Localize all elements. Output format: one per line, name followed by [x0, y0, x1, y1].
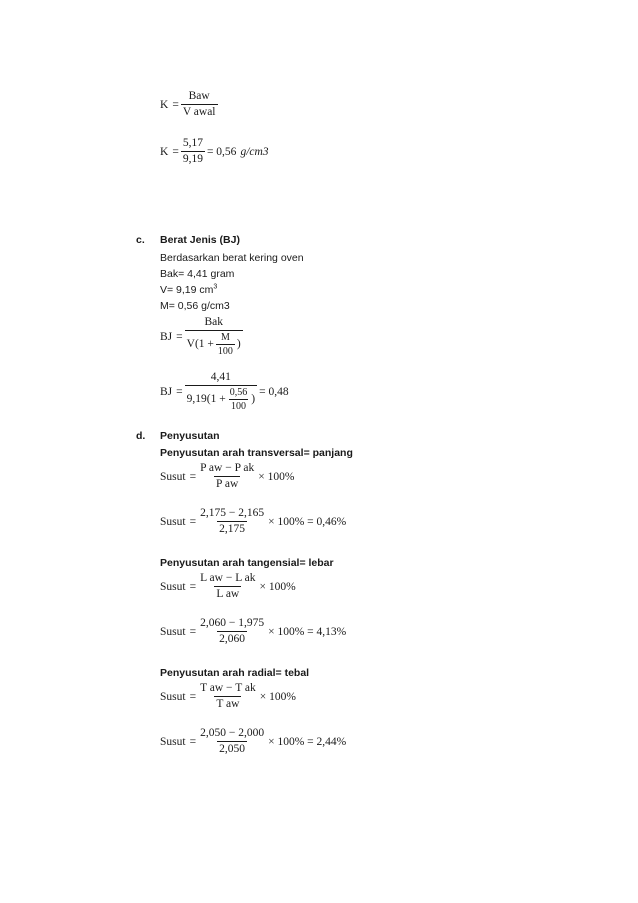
susut-eq: =: [189, 470, 197, 483]
bj-inner-denominator: 100: [217, 346, 233, 357]
susut-calc-lhs: Susut: [160, 625, 186, 638]
bj-numerator: Bak: [204, 316, 223, 328]
susut-eq: =: [189, 580, 197, 593]
k-eq: =: [172, 98, 179, 111]
susut-calc-tail: × 100% = 4,13%: [268, 625, 347, 638]
bj-calc-lhs: BJ: [160, 385, 173, 398]
bj-calc-eq: =: [176, 385, 183, 398]
susut-denominator: P aw: [216, 478, 239, 490]
bj-calc-inner-fraction: [228, 387, 250, 412]
bj-inner-fraction: [216, 332, 235, 357]
bj-m-line: M= 0,56 g/cm3: [160, 300, 230, 312]
bj-calculation: [160, 371, 289, 412]
susut-calc-eq: =: [189, 625, 197, 638]
susut-formula-tangensial: [160, 572, 296, 601]
susut-numerator: T aw − T ak: [200, 682, 256, 694]
bj-v-text: V= 9,19 cm: [160, 284, 214, 296]
bj-denominator: [185, 330, 243, 357]
bj-basis: Berdasarkan berat kering oven: [160, 252, 304, 264]
susut-heading-radial: Penyusutan arah radial= tebal: [160, 667, 310, 679]
susut-calc-tangensial: [160, 617, 346, 646]
k-numerator: Baw: [188, 90, 210, 102]
bj-den-pre: V(1 +: [186, 338, 214, 350]
susut-calc-numerator: 2,060 − 1,975: [200, 617, 265, 629]
susut-calc-lhs: Susut: [160, 735, 186, 748]
bj-calc-denominator: [185, 385, 257, 412]
bj-calc-result: = 0,48: [259, 385, 289, 398]
susut-heading-tangensial: Penyusutan arah tangensial= lebar: [160, 557, 334, 569]
k-calc-eq: =: [172, 145, 179, 158]
susut-calc-fraction: [198, 727, 266, 756]
bj-den-post: ): [236, 338, 241, 350]
susut-lhs: Susut: [160, 470, 186, 483]
bj-inner-numerator: M: [220, 332, 230, 343]
susut-tail: × 100%: [258, 470, 295, 483]
k-calc-fraction: [181, 137, 205, 166]
susut-lhs: Susut: [160, 690, 186, 703]
susut-calc-numerator: 2,050 − 2,000: [200, 727, 265, 739]
susut-tail: × 100%: [259, 580, 296, 593]
susut-calc-radial: [160, 727, 346, 756]
susut-eq: =: [189, 690, 197, 703]
bj-fraction: [185, 316, 243, 357]
section-d-marker: d.: [136, 430, 146, 442]
section-d-title: Penyusutan: [160, 430, 220, 442]
bj-calc-inner-numerator: 0,56: [229, 387, 248, 398]
susut-calc-transversal: [160, 507, 346, 536]
bj-calc-fraction: [185, 371, 257, 412]
bj-eq: =: [176, 330, 183, 343]
susut-tail: × 100%: [259, 690, 296, 703]
susut-calc-eq: =: [189, 515, 197, 528]
susut-calc-eq: =: [189, 735, 197, 748]
susut-calc-fraction: [198, 617, 266, 646]
susut-calc-denominator: 2,175: [219, 523, 246, 535]
susut-calc-tail: × 100% = 2,44%: [268, 735, 347, 748]
bj-calc-inner-denominator: 100: [230, 401, 246, 412]
susut-formula-transversal: [160, 462, 294, 491]
susut-numerator: P aw − P ak: [200, 462, 255, 474]
susut-fraction: [198, 462, 256, 491]
k-calc-denominator: 9,19: [182, 153, 203, 165]
k-formula: [160, 90, 220, 119]
bj-calc-den-pre: 9,19(1 +: [186, 393, 226, 405]
susut-fraction: [198, 572, 257, 601]
susut-calc-tail: × 100% = 0,46%: [268, 515, 347, 528]
susut-fraction: [198, 682, 258, 711]
bj-lhs: BJ: [160, 330, 173, 343]
susut-calc-denominator: 2,050: [219, 743, 246, 755]
k-calculation: [160, 137, 269, 166]
k-calc-result: = 0,56: [206, 145, 237, 158]
bj-v-superscript: 3: [213, 283, 218, 291]
susut-calc-numerator: 2,175 − 2,165: [200, 507, 265, 519]
k-calc-unit: g/cm3: [240, 145, 269, 158]
susut-calc-lhs: Susut: [160, 515, 186, 528]
susut-formula-radial: [160, 682, 296, 711]
bj-formula: [160, 316, 245, 357]
section-c-title: Berat Jenis (BJ): [160, 234, 240, 246]
bj-bak-line: Bak= 4,41 gram: [160, 268, 235, 280]
k-fraction: [181, 90, 218, 119]
k-calc-numerator: 5,17: [182, 137, 203, 149]
susut-calc-fraction: [198, 507, 266, 536]
k-denominator: V awal: [182, 106, 216, 118]
susut-heading-transversal: Penyusutan arah transversal= panjang: [160, 447, 353, 459]
bj-calc-den-post: ): [251, 393, 256, 405]
susut-numerator: L aw − L ak: [200, 572, 256, 584]
susut-lhs: Susut: [160, 580, 186, 593]
bj-v-line: [160, 283, 217, 297]
susut-calc-denominator: 2,060: [219, 633, 246, 645]
k-lhs: K: [160, 98, 169, 111]
susut-denominator: L aw: [216, 588, 240, 600]
bj-calc-numerator: 4,41: [210, 371, 231, 383]
section-c-marker: c.: [136, 234, 145, 246]
susut-denominator: T aw: [216, 698, 240, 710]
k-calc-lhs: K: [160, 145, 169, 158]
